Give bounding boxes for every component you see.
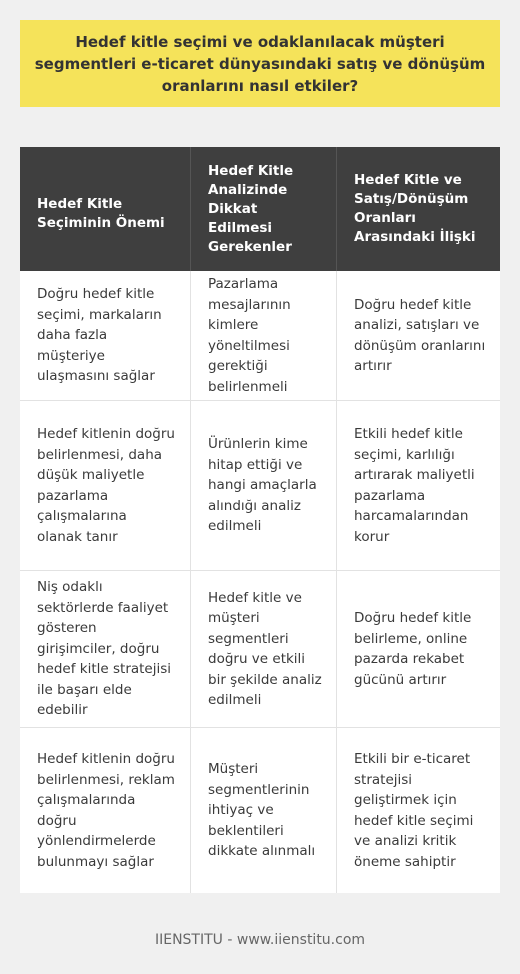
table-row [20,728,500,893]
page-title: Hedef kitle seçimi ve odaklanılacak müşteri segmentleri e-ticaret dünyasındaki satış ve dönüşüm oranlarını nasıl etkiler? [34,32,486,95]
table-row [20,571,500,728]
table-cell: Hedef kitlenin doğru belirlenmesi, reklam çalışmalarında doğru yönlendirmelerde bulunmayı sağlar [37,751,175,870]
comparison-table [20,147,500,893]
table-cell: Doğru hedef kitle analizi, satışları ve dönüşüm oranlarını artırır [336,271,500,400]
column-header-2: Hedef Kitle Analizinde Dikkat Edilmesi Gerekenler [190,147,336,271]
table-cell: Müşteri segmentlerinin ihtiyaç ve beklentileri dikkate alınmalı [190,728,336,893]
table-cell: Niş odaklı sektörlerde faaliyet gösteren girişimciler, doğru hedef kitle stratejisi ile başarı elde edebilir [37,579,172,719]
table-cell: Etkili bir e-ticaret stratejisi geliştirmek için hedef kitle seçimi ve analizi kritik öneme sahiptir [336,728,500,893]
column-header-1: Hedef Kitle Seçiminin Önemi [37,196,165,231]
footer-credit: IIENSTITU - www.iienstitu.com [154,932,366,948]
table-cell: Ürünlerin kime hitap ettiği ve hangi amaçlarla alındığı analiz edilmeli [190,401,336,570]
table-header-row [20,147,500,271]
table-cell: Hedef kitle ve müşteri segmentleri doğru ve etkili bir şekilde analiz edilmeli [190,571,336,727]
table-row [20,271,500,401]
table-cell: Hedef kitlenin doğru belirlenmesi, daha düşük maliyetle pazarlama çalışmalarına olanak tanır [37,426,175,545]
table-cell: Pazarlama mesajlarının kimlere yöneltilmesi gerektiği belirlenmeli [190,271,336,400]
table-row [20,401,500,571]
table-cell: Doğru hedef kitle seçimi, markaların daha fazla müşteriye ulaşmasını sağlar [37,286,162,385]
column-header-3: Hedef Kitle ve Satış/Dönüşüm Oranları Arasındaki İlişki [336,147,500,271]
title-banner [20,20,500,107]
table-cell: Doğru hedef kitle belirleme, online pazarda rekabet gücünü artırır [336,571,500,727]
table-cell: Etkili hedef kitle seçimi, karlılığı artırarak maliyetli pazarlama harcamalarından korur [336,401,500,570]
